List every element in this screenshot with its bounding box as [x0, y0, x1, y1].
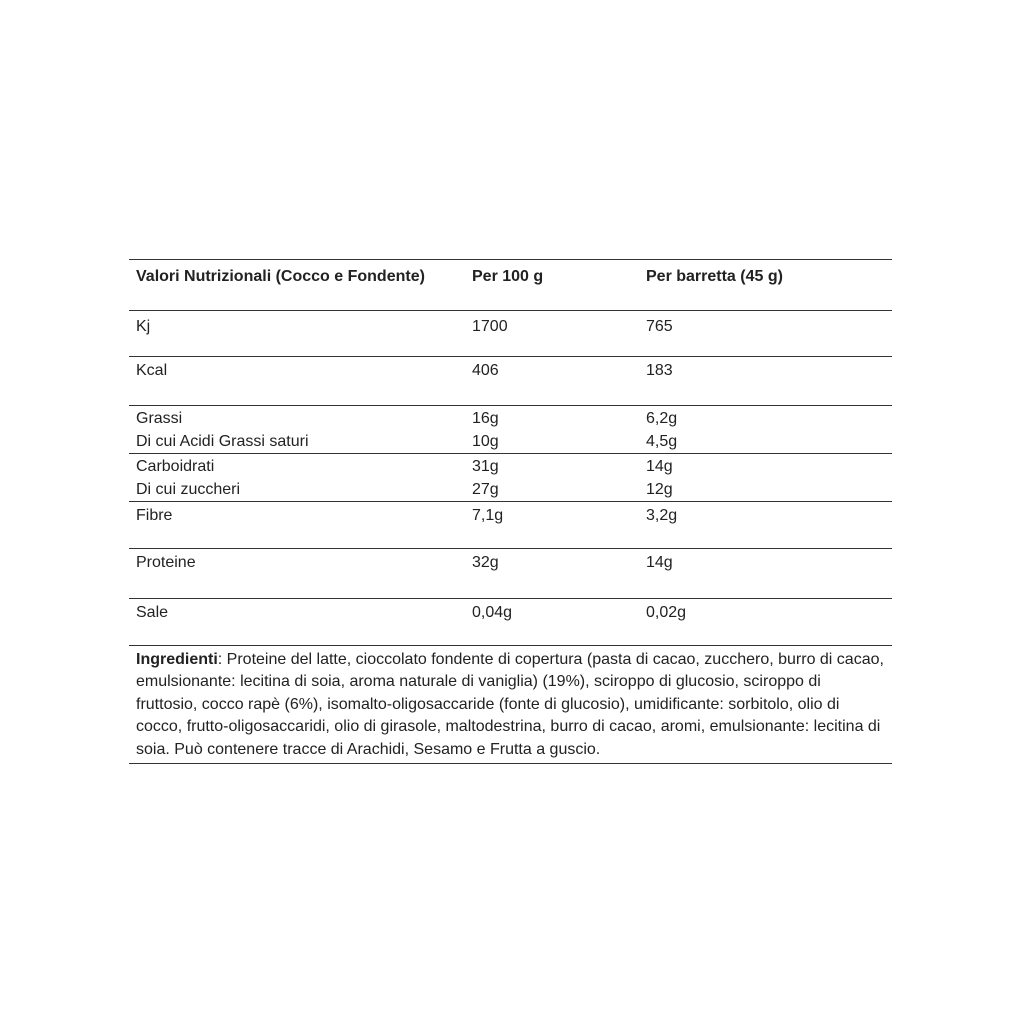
ingredients-text: : Proteine del latte, cioccolato fondente di copertura (pasta di cacao, zucchero, burro di cacao, emulsionante: lecitina di soia, aroma naturale di vaniglia) (19%), sciroppo di glucosio, sciroppo di fruttosio, cocco rapè (6%), isomalto-oligosaccaride (fonte di glucosio), umidificante: sorbitolo, olio di cocco, frutto-oligosaccaridi, olio di girasole, maltodestrina, burro di cacao, aromi, emulsionante: lecitina di soia. Può contenere tracce di Arachidi, Sesamo e Frutta a guscio.	[136, 651, 884, 758]
nutrient-name: Sale	[136, 604, 169, 621]
header-per-100g: Per 100 g	[472, 268, 544, 285]
table-row	[129, 599, 892, 645]
value-per-100g: 32g	[472, 554, 499, 571]
value-per-100g: 27g	[472, 481, 499, 498]
header-nutrient: Valori Nutrizionali (Cocco e Fondente)	[136, 268, 425, 285]
ingredients-block	[129, 646, 892, 763]
value-per-100g: 16g	[472, 410, 499, 427]
table-row	[129, 549, 892, 598]
value-per-bar: 4,5g	[646, 433, 678, 450]
ingredients-label: Ingredienti	[136, 651, 218, 668]
nutrient-subname: Di cui Acidi Grassi saturi	[136, 433, 309, 450]
value-per-bar: 765	[646, 318, 673, 335]
header-per-bar: Per barretta (45 g)	[646, 268, 783, 285]
value-per-100g: 1700	[472, 318, 508, 335]
value-per-bar: 3,2g	[646, 507, 678, 524]
value-per-bar: 12g	[646, 481, 673, 498]
table-row	[129, 357, 892, 405]
nutrient-name: Grassi	[136, 410, 183, 427]
nutrition-table	[129, 259, 892, 764]
nutrient-name: Carboidrati	[136, 458, 215, 475]
table-header	[129, 260, 892, 310]
table-row	[129, 502, 892, 548]
value-per-bar: 183	[646, 362, 673, 379]
value-per-100g: 31g	[472, 458, 499, 475]
nutrient-name: Kcal	[136, 362, 168, 379]
table-row	[129, 406, 892, 453]
value-per-bar: 6,2g	[646, 410, 678, 427]
value-per-bar: 14g	[646, 554, 673, 571]
value-per-100g: 10g	[472, 433, 499, 450]
table-row	[129, 454, 892, 501]
nutrient-name: Kj	[136, 318, 151, 335]
nutrient-subname: Di cui zuccheri	[136, 481, 241, 498]
value-per-100g: 406	[472, 362, 499, 379]
table-row	[129, 311, 892, 356]
table-rule	[129, 763, 892, 764]
nutrient-name: Proteine	[136, 554, 196, 571]
value-per-bar: 14g	[646, 458, 673, 475]
value-per-bar: 0,02g	[646, 604, 687, 621]
value-per-100g: 7,1g	[472, 507, 504, 524]
nutrient-name: Fibre	[136, 507, 173, 524]
value-per-100g: 0,04g	[472, 604, 513, 621]
